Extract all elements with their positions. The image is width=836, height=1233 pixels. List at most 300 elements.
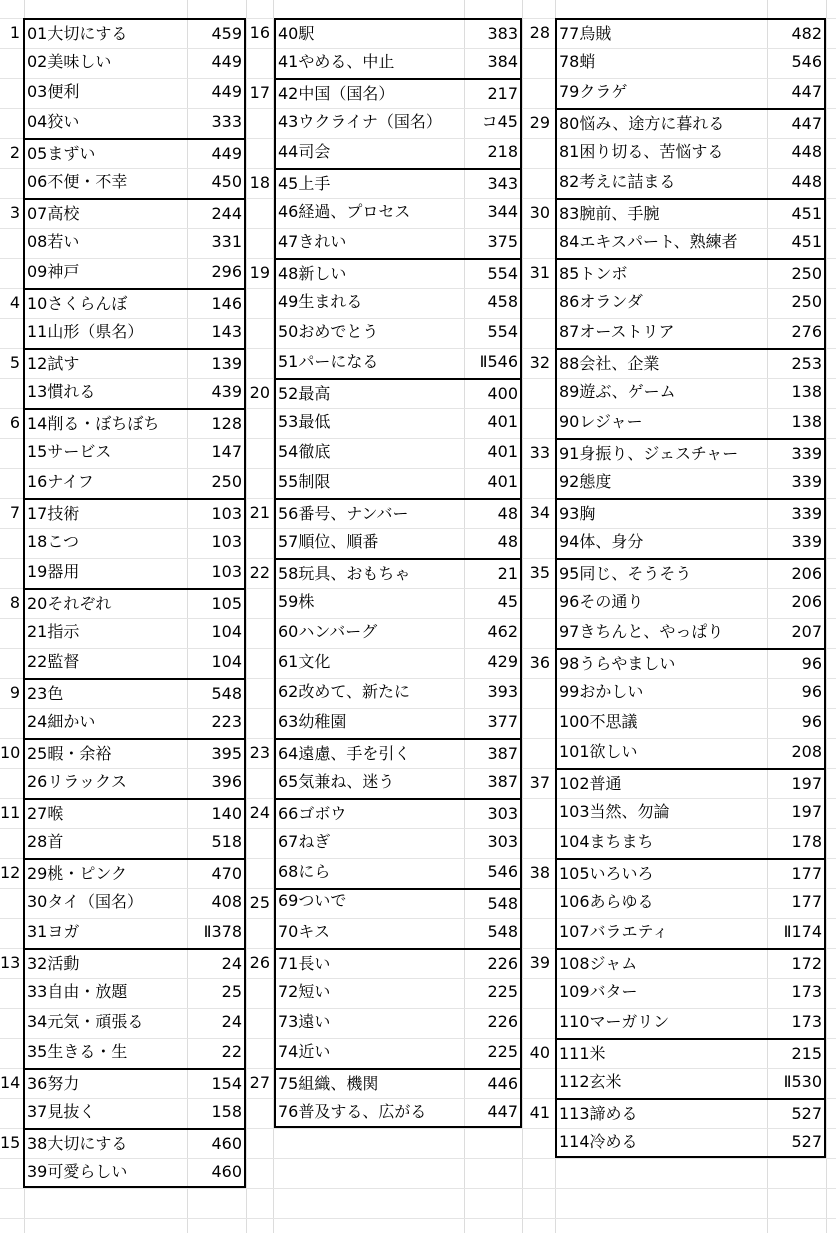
group-number — [0, 558, 20, 588]
vocab-cell[interactable] — [274, 888, 522, 918]
vocab-cell[interactable] — [23, 138, 246, 168]
table-row — [246, 378, 522, 408]
group-number — [522, 528, 550, 558]
vocab-cell[interactable] — [23, 1128, 246, 1158]
vocab-count: 339 — [791, 444, 822, 463]
vocab-cell[interactable] — [274, 1008, 522, 1038]
vocab-label: 03便利 — [27, 82, 80, 101]
vocab-cell[interactable] — [23, 348, 246, 378]
vocab-count: 96 — [801, 654, 822, 673]
vocab-count: 548 — [487, 922, 518, 941]
vocab-label: 08若い — [27, 232, 80, 251]
group-number: 8 — [9, 593, 20, 612]
vocab-cell[interactable] — [23, 258, 246, 288]
vocab-cell[interactable] — [23, 1158, 246, 1188]
table-row — [246, 408, 522, 438]
vocab-label: 69ついで — [278, 891, 347, 910]
table-row — [522, 948, 826, 978]
vocab-cell[interactable] — [23, 1068, 246, 1098]
group-number — [522, 828, 550, 858]
vocab-cell[interactable] — [23, 678, 246, 708]
vocab-label: 15サービス — [27, 442, 112, 461]
group-number: 29 — [529, 113, 550, 132]
vocab-cell[interactable] — [555, 168, 826, 198]
vocab-count: 178 — [791, 832, 822, 851]
group-number — [0, 318, 20, 348]
vocab-cell[interactable] — [23, 828, 246, 858]
vocab-cell[interactable] — [274, 858, 522, 888]
vocab-count: 48 — [497, 532, 518, 551]
group-number — [246, 978, 270, 1008]
vocab-label: 11山形（県名） — [27, 322, 144, 341]
vocab-cell[interactable] — [274, 798, 522, 828]
group-number: 28 — [529, 23, 550, 42]
vocab-cell[interactable] — [274, 738, 522, 768]
vocab-label: 94体、身分 — [559, 532, 644, 551]
vocab-cell[interactable] — [555, 348, 826, 378]
vocab-cell[interactable] — [274, 138, 522, 168]
group-number: 5 — [9, 353, 20, 372]
vocab-count: 470 — [211, 864, 242, 883]
vocab-cell[interactable] — [23, 528, 246, 558]
vocab-label: 86オランダ — [559, 292, 643, 311]
table-row — [246, 948, 522, 978]
vocab-cell[interactable] — [274, 648, 522, 678]
vocab-cell[interactable] — [274, 978, 522, 1008]
vocab-label: 32活動 — [27, 954, 80, 973]
vocab-cell[interactable] — [555, 318, 826, 348]
table-row — [246, 318, 522, 348]
vocab-cell[interactable] — [555, 648, 826, 678]
group-number: 19 — [249, 263, 270, 282]
vocab-count: 244 — [211, 204, 242, 223]
vocab-cell[interactable] — [555, 258, 826, 288]
vocab-cell[interactable] — [274, 198, 522, 228]
group-number — [246, 588, 270, 618]
group-number: 38 — [529, 863, 550, 882]
table-row — [522, 738, 826, 768]
vocab-cell[interactable] — [555, 1008, 826, 1038]
group-number: 6 — [9, 413, 20, 432]
vocab-count: 408 — [211, 892, 242, 911]
vocab-cell[interactable] — [555, 528, 826, 558]
group-number — [522, 78, 550, 108]
table-row — [522, 798, 826, 828]
table-row — [522, 588, 826, 618]
vocab-label: 82考えに詰まる — [559, 172, 676, 191]
vocab-cell[interactable] — [23, 618, 246, 648]
vocab-cell[interactable] — [555, 978, 826, 1008]
table-row — [522, 648, 826, 678]
vocab-cell[interactable] — [23, 588, 246, 618]
group-number — [246, 348, 270, 378]
vocab-cell[interactable] — [274, 618, 522, 648]
vocab-cell[interactable] — [23, 498, 246, 528]
group-number — [246, 468, 270, 498]
vocab-label: 56番号、ナンバー — [278, 504, 409, 523]
table-row — [522, 108, 826, 138]
group-number — [522, 1128, 550, 1158]
vocab-cell[interactable] — [555, 228, 826, 258]
vocab-cell[interactable] — [274, 288, 522, 318]
vocab-cell[interactable] — [555, 738, 826, 768]
group-number — [522, 468, 550, 498]
vocab-cell[interactable] — [23, 858, 246, 888]
vocab-label: 100不思議 — [559, 712, 638, 731]
vocab-count: 447 — [487, 1102, 518, 1121]
table-row — [522, 558, 826, 588]
group-number — [0, 618, 20, 648]
vocab-count: 451 — [791, 232, 822, 251]
vocab-cell[interactable] — [23, 78, 246, 108]
group-number: 12 — [0, 863, 21, 882]
table-row — [246, 48, 522, 78]
vocab-cell[interactable] — [23, 1098, 246, 1128]
group-number: 36 — [529, 653, 550, 672]
vocab-label: 111米 — [559, 1044, 606, 1063]
vocab-count: 146 — [211, 294, 242, 313]
table-row — [246, 18, 522, 48]
vocab-cell[interactable] — [555, 378, 826, 408]
vocab-cell[interactable] — [555, 78, 826, 108]
vocab-cell[interactable] — [555, 678, 826, 708]
vocab-cell[interactable] — [23, 888, 246, 918]
vocab-count: 215 — [791, 1044, 822, 1063]
vocab-cell[interactable] — [274, 168, 522, 198]
table-row — [246, 588, 522, 618]
vocab-cell[interactable] — [555, 828, 826, 858]
table-row — [246, 978, 522, 1008]
vocab-cell[interactable] — [274, 108, 522, 138]
table-row — [246, 768, 522, 798]
table-row — [0, 1008, 246, 1038]
table-row — [246, 138, 522, 168]
vocab-cell[interactable] — [274, 318, 522, 348]
vocab-label: 108ジャム — [559, 954, 638, 973]
vocab-label: 19器用 — [27, 562, 80, 581]
vocab-count: 449 — [211, 82, 242, 101]
vocab-cell[interactable] — [555, 888, 826, 918]
vocab-cell[interactable] — [555, 48, 826, 78]
table-row — [0, 1158, 246, 1188]
vocab-count: 104 — [211, 652, 242, 671]
vocab-label: 06不便・不幸 — [27, 172, 128, 191]
group-number: 40 — [529, 1043, 550, 1062]
vocab-label: 81困り切る、苦悩する — [559, 142, 724, 161]
table-row — [246, 348, 522, 378]
vocab-cell[interactable] — [23, 978, 246, 1008]
vocab-label: 110マーガリン — [559, 1012, 670, 1031]
vocab-count: 140 — [211, 804, 242, 823]
table-row — [522, 228, 826, 258]
vocab-count: Ⅱ546 — [479, 352, 518, 371]
table-row — [522, 618, 826, 648]
group-number: 25 — [249, 893, 270, 912]
vocab-cell[interactable] — [274, 48, 522, 78]
vocab-cell[interactable] — [274, 918, 522, 948]
vocab-cell[interactable] — [274, 1038, 522, 1068]
group-number — [246, 618, 270, 648]
vocab-label: 16ナイフ — [27, 472, 94, 491]
vocab-label: 13慣れる — [27, 382, 96, 401]
table-row — [0, 108, 246, 138]
vocab-label: 20それぞれ — [27, 594, 112, 613]
vocab-count: 226 — [487, 1012, 518, 1031]
vocab-cell[interactable] — [555, 1068, 826, 1098]
vocab-label: 87オーストリア — [559, 322, 675, 341]
vocab-cell[interactable] — [274, 18, 522, 48]
vocab-cell[interactable] — [23, 108, 246, 138]
vocab-label: 62改めて、新たに — [278, 682, 411, 701]
vocab-cell[interactable] — [555, 798, 826, 828]
vocab-cell[interactable] — [555, 558, 826, 588]
vocab-count: 250 — [211, 472, 242, 491]
vocab-count: 96 — [801, 712, 822, 731]
table-row — [246, 1098, 522, 1128]
vocab-count: 333 — [211, 112, 242, 131]
table-row — [522, 408, 826, 438]
gridline — [0, 1188, 836, 1189]
table-row — [0, 438, 246, 468]
vocab-label: 40駅 — [278, 24, 315, 43]
table-row — [246, 108, 522, 138]
vocab-count: 449 — [211, 144, 242, 163]
vocab-label: 38大切にする — [27, 1134, 128, 1153]
vocab-cell[interactable] — [23, 198, 246, 228]
group-number: 41 — [529, 1103, 550, 1122]
vocab-count: 548 — [211, 684, 242, 703]
vocab-label: 29桃・ピンク — [27, 864, 128, 883]
vocab-label: 42中国（国名） — [278, 84, 395, 103]
vocab-cell[interactable] — [555, 768, 826, 798]
vocab-cell[interactable] — [555, 498, 826, 528]
group-number — [522, 318, 550, 348]
table-row — [0, 978, 246, 1008]
vocab-count: 250 — [791, 292, 822, 311]
vocab-count: 546 — [791, 52, 822, 71]
group-number — [246, 708, 270, 738]
vocab-cell[interactable] — [274, 468, 522, 498]
vocab-cell[interactable] — [274, 948, 522, 978]
vocab-label: 52最高 — [278, 384, 331, 403]
group-number — [522, 138, 550, 168]
vocab-count: 450 — [211, 172, 242, 191]
vocab-count: 446 — [487, 1074, 518, 1093]
vocab-count: 225 — [487, 1042, 518, 1061]
vocab-cell[interactable] — [274, 408, 522, 438]
vocab-count: 387 — [487, 772, 518, 791]
group-number — [246, 828, 270, 858]
vocab-count: 24 — [221, 954, 242, 973]
vocab-cell[interactable] — [23, 558, 246, 588]
table-row — [0, 138, 246, 168]
vocab-count: 303 — [487, 804, 518, 823]
vocab-label: 93胸 — [559, 504, 596, 523]
vocab-label: 68にら — [278, 862, 331, 881]
vocab-cell[interactable] — [555, 108, 826, 138]
table-row — [246, 78, 522, 108]
vocab-label: 51パーになる — [278, 352, 379, 371]
vocab-cell[interactable] — [274, 708, 522, 738]
vocab-count: 396 — [211, 772, 242, 791]
table-row — [522, 468, 826, 498]
vocab-cell[interactable] — [274, 348, 522, 378]
vocab-cell[interactable] — [23, 438, 246, 468]
group-number — [0, 78, 20, 108]
vocab-cell[interactable] — [274, 768, 522, 798]
vocab-cell[interactable] — [274, 588, 522, 618]
vocab-cell[interactable] — [23, 708, 246, 738]
vocab-cell[interactable] — [23, 798, 246, 828]
group-number: 30 — [529, 203, 550, 222]
group-number: 14 — [0, 1073, 21, 1092]
vocab-label: 55制限 — [278, 472, 331, 491]
group-number: 21 — [249, 503, 270, 522]
vocab-count: 25 — [221, 982, 242, 1001]
group-number: 2 — [9, 143, 20, 162]
vocab-count: 344 — [487, 202, 518, 221]
vocab-count: Ⅱ378 — [203, 922, 242, 941]
vocab-cell[interactable] — [555, 1038, 826, 1068]
group-number — [246, 138, 270, 168]
vocab-count: 22 — [221, 1042, 242, 1061]
table-row — [246, 258, 522, 288]
vocab-cell[interactable] — [23, 768, 246, 798]
vocab-cell[interactable] — [23, 918, 246, 948]
vocab-cell[interactable] — [555, 1098, 826, 1128]
vocab-cell[interactable] — [274, 1098, 522, 1128]
vocab-count: 158 — [211, 1102, 242, 1121]
vocab-cell[interactable] — [274, 678, 522, 708]
group-number — [246, 918, 270, 948]
group-number: 23 — [249, 743, 270, 762]
vocab-cell[interactable] — [274, 378, 522, 408]
group-number — [0, 258, 20, 288]
vocab-label: 35生きる・生 — [27, 1042, 128, 1061]
vocab-cell[interactable] — [23, 1038, 246, 1068]
vocab-cell[interactable] — [274, 828, 522, 858]
vocab-count: 48 — [497, 504, 518, 523]
vocab-cell[interactable] — [555, 858, 826, 888]
vocab-count: 253 — [791, 354, 822, 373]
vocab-label: 84エキスパート、熟練者 — [559, 232, 738, 251]
table-row — [522, 378, 826, 408]
vocab-cell[interactable] — [274, 1068, 522, 1098]
vocab-cell[interactable] — [555, 1128, 826, 1158]
table-row — [246, 1068, 522, 1098]
group-number — [522, 288, 550, 318]
group-number: 37 — [529, 773, 550, 792]
vocab-cell[interactable] — [23, 408, 246, 438]
group-number — [522, 1068, 550, 1098]
vocab-cell[interactable] — [274, 258, 522, 288]
vocab-label: 17技術 — [27, 504, 80, 523]
vocab-cell[interactable] — [555, 468, 826, 498]
group-number — [246, 288, 270, 318]
vocab-cell[interactable] — [555, 198, 826, 228]
vocab-cell[interactable] — [555, 408, 826, 438]
table-row — [0, 48, 246, 78]
table-row — [0, 588, 246, 618]
gridline — [826, 0, 827, 1233]
table-row — [246, 498, 522, 528]
vocab-count: 206 — [791, 564, 822, 583]
vocab-cell[interactable] — [555, 18, 826, 48]
vocab-cell[interactable] — [23, 378, 246, 408]
group-number: 26 — [249, 953, 270, 972]
vocab-cell[interactable] — [274, 438, 522, 468]
table-row — [522, 258, 826, 288]
vocab-label: 65気兼ね、迷う — [278, 772, 395, 791]
vocab-label: 24細かい — [27, 712, 96, 731]
table-row — [0, 318, 246, 348]
group-number — [522, 738, 550, 768]
vocab-cell[interactable] — [555, 588, 826, 618]
vocab-cell[interactable] — [274, 228, 522, 258]
table-row — [246, 888, 522, 918]
vocab-count: 197 — [791, 802, 822, 821]
vocab-cell[interactable] — [23, 318, 246, 348]
group-number — [522, 918, 550, 948]
vocab-cell[interactable] — [23, 48, 246, 78]
vocab-cell[interactable] — [23, 738, 246, 768]
vocab-count: 218 — [487, 142, 518, 161]
vocab-count: 207 — [791, 622, 822, 641]
group-number — [0, 1038, 20, 1068]
vocab-cell[interactable] — [274, 558, 522, 588]
group-number — [246, 648, 270, 678]
vocab-label: 95同じ、そうそう — [559, 564, 692, 583]
vocab-cell[interactable] — [274, 528, 522, 558]
vocab-label: 63幼稚園 — [278, 712, 347, 731]
vocab-cell[interactable] — [23, 468, 246, 498]
vocab-count: 401 — [487, 442, 518, 461]
vocab-label: 41やめる、中止 — [278, 52, 395, 71]
vocab-label: 30タイ（国名） — [27, 892, 144, 911]
vocab-label: 91身振り、ジェスチャー — [559, 444, 739, 463]
group-number — [522, 228, 550, 258]
table-row — [522, 1038, 826, 1068]
vocab-cell[interactable] — [274, 78, 522, 108]
group-number — [0, 1158, 20, 1188]
vocab-cell[interactable] — [555, 918, 826, 948]
vocab-cell[interactable] — [23, 18, 246, 48]
group-number: 18 — [249, 173, 270, 192]
vocab-cell[interactable] — [555, 708, 826, 738]
vocab-cell[interactable] — [23, 648, 246, 678]
vocab-label: 96その通り — [559, 592, 644, 611]
vocab-cell[interactable] — [23, 1008, 246, 1038]
table-row — [0, 1098, 246, 1128]
vocab-cell[interactable] — [555, 138, 826, 168]
vocab-cell[interactable] — [555, 288, 826, 318]
group-number — [522, 888, 550, 918]
vocab-count: 439 — [211, 382, 242, 401]
vocab-cell[interactable] — [23, 288, 246, 318]
vocab-cell[interactable] — [555, 948, 826, 978]
vocab-cell[interactable] — [23, 168, 246, 198]
table-row — [246, 648, 522, 678]
vocab-label: 18こつ — [27, 532, 80, 551]
vocab-label: 58玩具、おもちゃ — [278, 564, 411, 583]
vocab-cell[interactable] — [555, 438, 826, 468]
vocab-cell[interactable] — [23, 228, 246, 258]
vocab-cell[interactable] — [274, 498, 522, 528]
vocab-label: 107バラエティ — [559, 922, 669, 941]
vocab-label: 104まちまち — [559, 832, 654, 851]
vocab-cell[interactable] — [23, 948, 246, 978]
vocab-cell[interactable] — [555, 618, 826, 648]
